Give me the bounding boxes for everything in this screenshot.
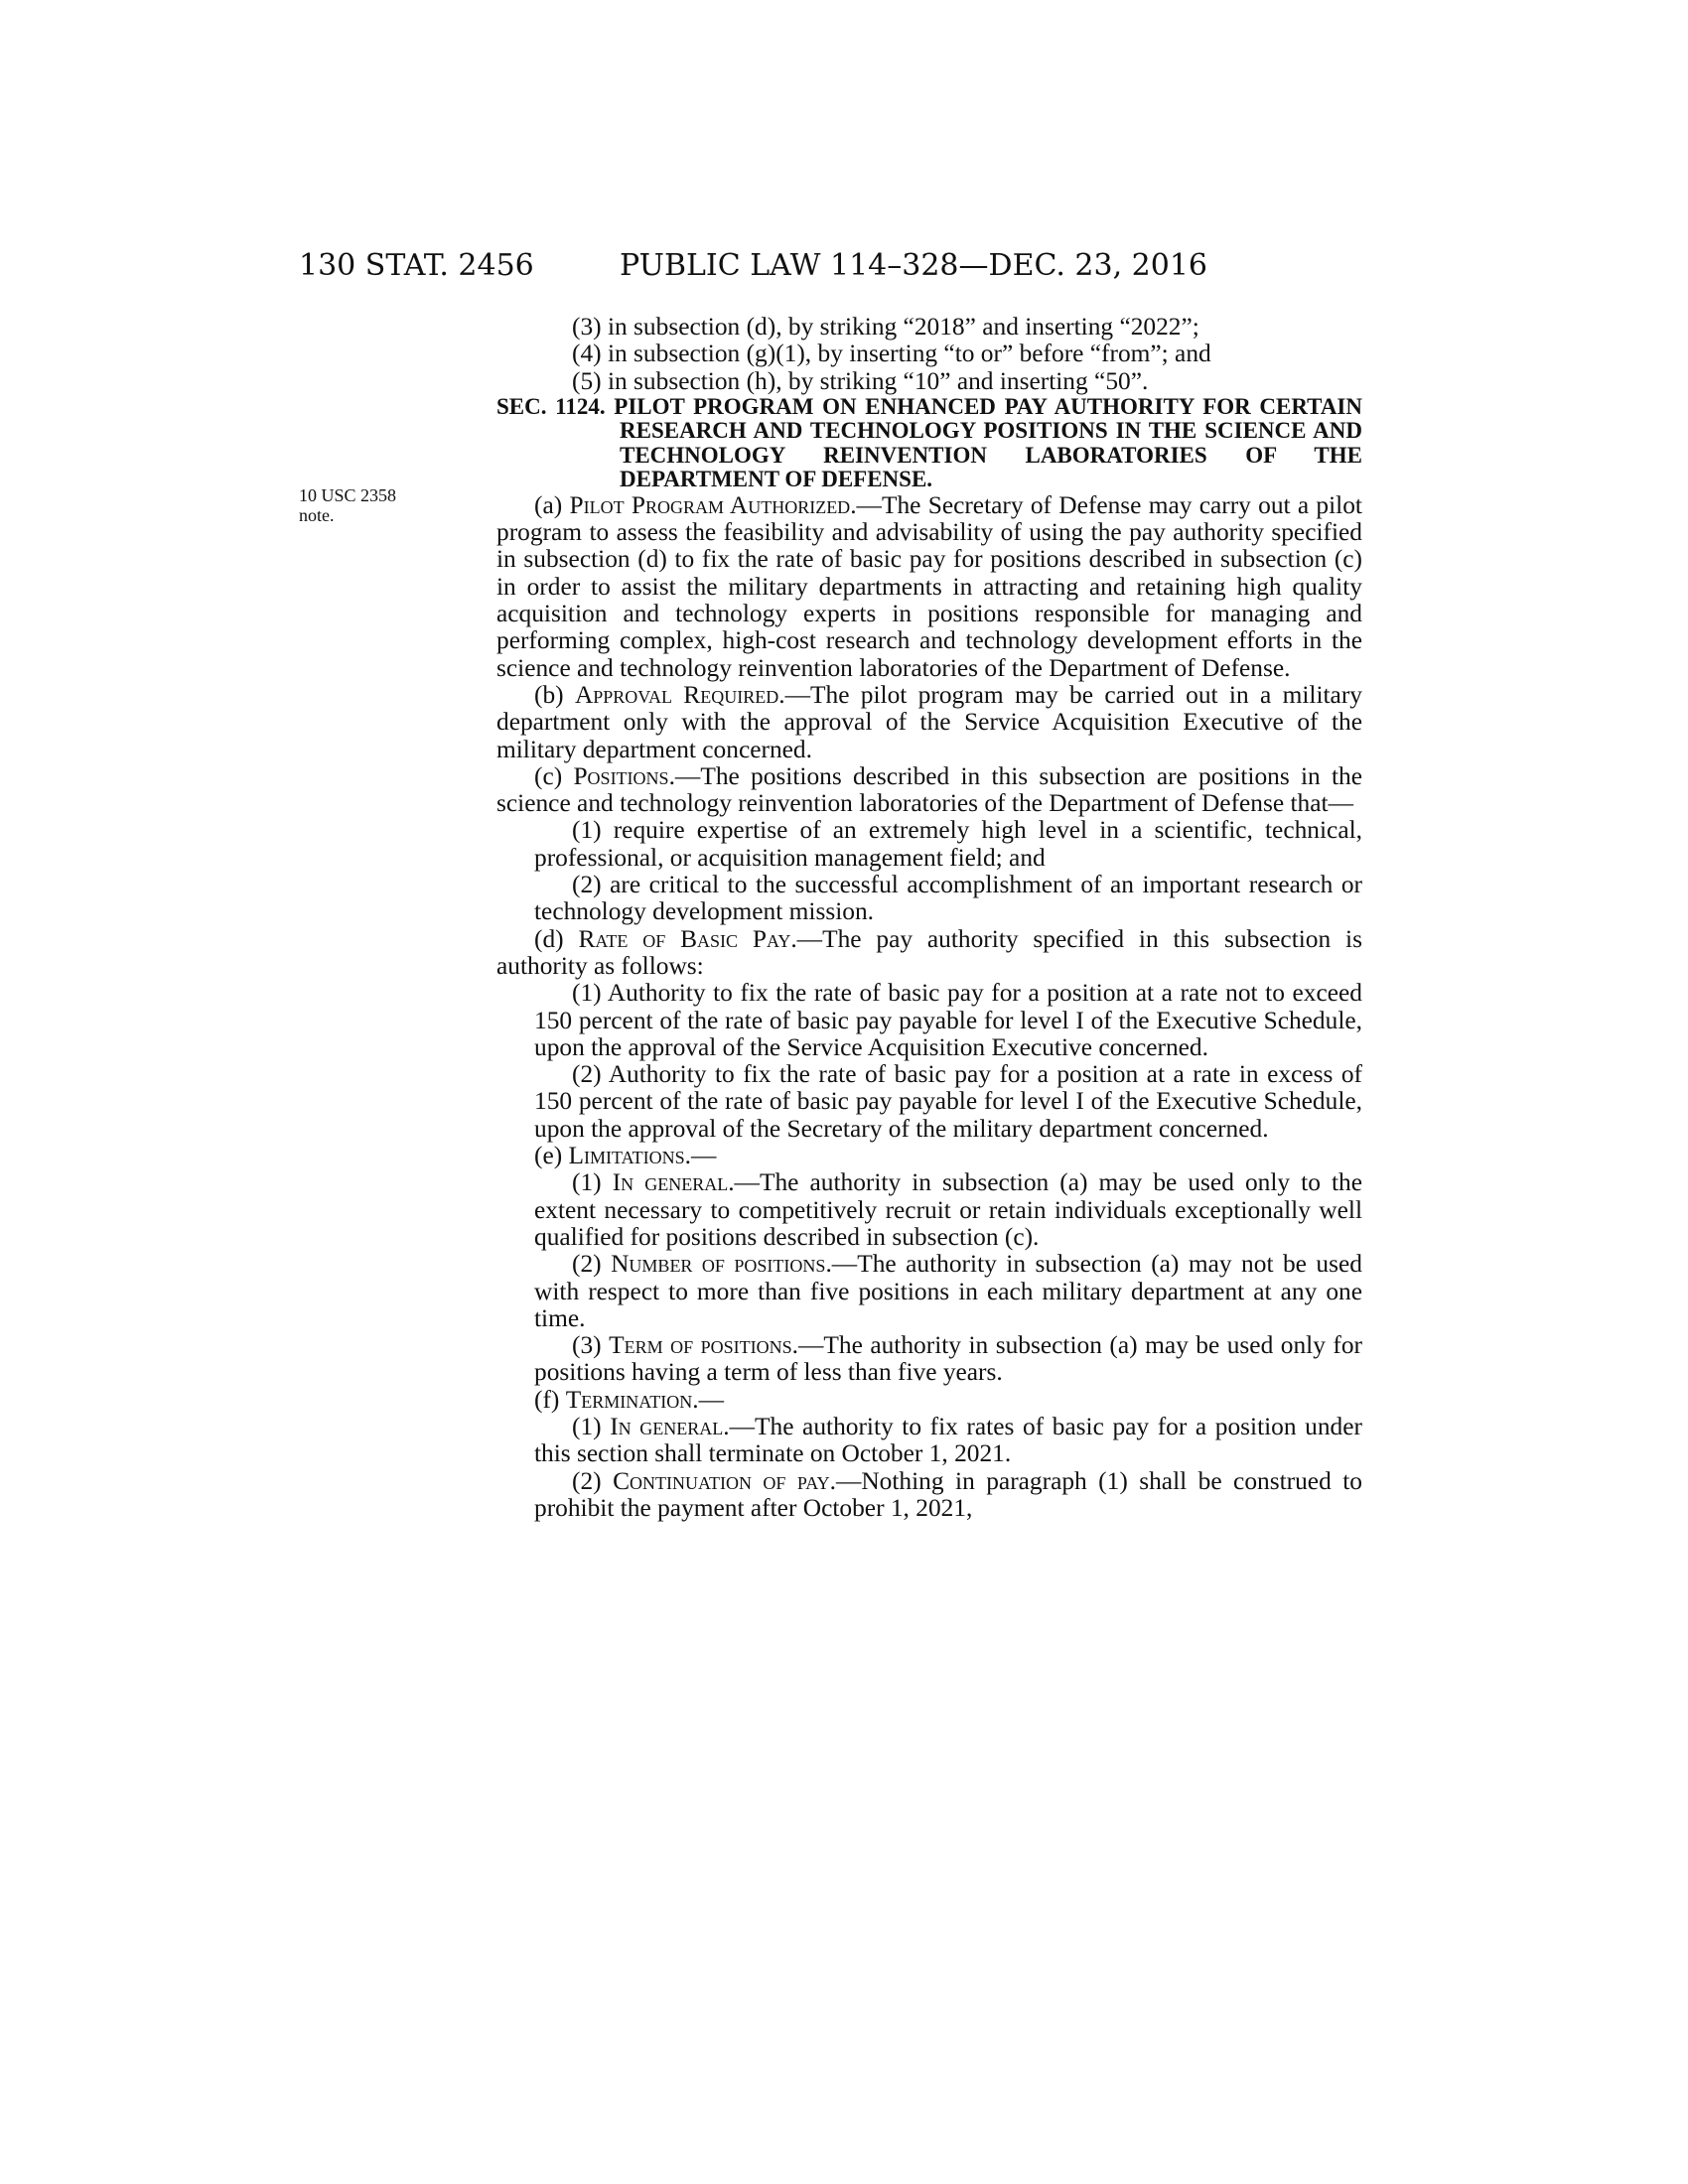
heading-separator: .— bbox=[692, 1385, 724, 1414]
heading-separator: .— bbox=[778, 680, 810, 709]
margin-citation bbox=[299, 485, 438, 525]
heading-separator: .— bbox=[825, 1250, 858, 1279]
subsection-f-paragraph-2 bbox=[496, 1468, 1362, 1523]
subsection-c-text: The positions described in this subsection are positions in the science and technology reinvention laboratories of the Department of Defense that— bbox=[496, 761, 1362, 818]
subsection-d-heading: Rate of Basic Pay bbox=[578, 924, 791, 953]
subsection-e-paragraph-3-text: The authority in subsection (a) may be used only for positions having a term of less than five years. bbox=[534, 1331, 1362, 1387]
subsection-c-paragraph-2: (2) are critical to the successful accomplishment of an important research or technology development mission. bbox=[534, 871, 1362, 926]
subsection-f-paragraph-1-label: (1) bbox=[572, 1412, 602, 1440]
subsection-a-label: (a) bbox=[534, 490, 563, 519]
margin-citation-note: note. bbox=[299, 505, 335, 525]
subsection-f-label: (f) bbox=[534, 1385, 560, 1414]
subsection-b-label: (b) bbox=[534, 680, 564, 709]
subsection-f-paragraph-1 bbox=[496, 1414, 1362, 1468]
subsection-e-paragraph-2-text: The authority in subsection (a) may not be used with respect to more than five positions in each military department at any one time. bbox=[534, 1250, 1362, 1332]
subsection-e-paragraph-1-label: (1) bbox=[572, 1168, 602, 1197]
subsection-a-heading: Pilot Program Authorized bbox=[569, 490, 851, 519]
subsection-f bbox=[496, 1387, 1362, 1414]
subsection-c-paragraph-1: (1) require expertise of an extremely high level in a scientific, technical, professional, or acquisition management field; and bbox=[534, 816, 1362, 872]
subsection-f-paragraph-2-label: (2) bbox=[572, 1466, 602, 1495]
subsection-b-text: The pilot program may be carried out in a military department only with the approval of the Service Acquisition Executive of the military department concerned. bbox=[496, 680, 1362, 763]
subsection-e-heading: Limitations bbox=[568, 1142, 685, 1170]
subsection-e-paragraph-3 bbox=[496, 1332, 1362, 1387]
page-header bbox=[299, 248, 1363, 290]
stat-reference: 130 STAT. 2456 bbox=[299, 248, 534, 283]
subsection-f-paragraph-2-heading: Continuation of pay bbox=[613, 1466, 830, 1495]
margin-citation-code: 10 USC 2358 bbox=[299, 485, 397, 505]
subsection-e-paragraph-1 bbox=[496, 1169, 1362, 1251]
subsection-c-heading: Positions bbox=[573, 761, 669, 790]
subsection-b-heading: Approval Required bbox=[574, 680, 779, 709]
subsection-a bbox=[496, 492, 1362, 682]
heading-separator: .— bbox=[728, 1168, 760, 1197]
subsection-a-text: The Secretary of Defense may carry out a pilot program to assess the feasibility and advisability of using the pay authority specified in subsection (d) to fix the rate of basic pay for positions described in subsection (c) in order to assist the military departments in attracting and retaining high quality acquisition and technology experts in positions responsible for managing and performing complex, high-cost research and technology development efforts in the science and technology reinvention laboratories of the Department of Defense. bbox=[496, 490, 1362, 682]
heading-separator: .— bbox=[723, 1412, 755, 1440]
subsection-c bbox=[496, 763, 1362, 818]
subsection-e-paragraph-3-label: (3) bbox=[572, 1331, 602, 1360]
subsection-b bbox=[496, 682, 1362, 763]
subsection-e-paragraph-3-heading: Term of positions bbox=[609, 1331, 792, 1360]
subsection-f-paragraph-1-text: The authority to fix rates of basic pay for a position under this section shall terminate on October 1, 2021. bbox=[534, 1412, 1362, 1468]
heading-separator: .— bbox=[829, 1466, 862, 1495]
subsection-d-paragraph-1: (1) Authority to fix the rate of basic pay for a position at a rate not to exceed 150 percent of the rate of basic pay payable for level I of the Executive Schedule, upon the approval of the Service Acquisition Executive concerned. bbox=[534, 979, 1362, 1061]
subsection-f-paragraph-1-heading: In general bbox=[610, 1412, 724, 1440]
public-law-title: PUBLIC LAW 114–328—DEC. 23, 2016 bbox=[620, 248, 1208, 283]
subsection-e-paragraph-1-text: The authority in subsection (a) may be used only to the extent necessary to competitively recruit or retain individuals exceptionally well qualified for positions described in subsection (c). bbox=[534, 1168, 1362, 1251]
subsection-e-paragraph-1-heading: In general bbox=[612, 1168, 729, 1197]
subsection-e-paragraph-2-heading: Number of positions bbox=[611, 1250, 826, 1279]
heading-separator: .— bbox=[684, 1142, 717, 1170]
subsection-d-label: (d) bbox=[534, 924, 564, 953]
subsection-f-paragraph-2-text: Nothing in paragraph (1) shall be construed to prohibit the payment after October 1, 2021, bbox=[534, 1466, 1362, 1522]
subsection-d-text: The pay authority specified in this subsection is authority as follows: bbox=[496, 924, 1362, 980]
subsection-e bbox=[496, 1143, 1362, 1169]
section-heading: SEC. 1124. PILOT PROGRAM ON ENHANCED PAY AUTHORITY FOR CERTAIN RESEARCH AND TECHNOLOGY POSITIONS IN THE SCIENCE AND TECHNOLOGY REINVENTION LABORATORIES OF THE DEPARTMENT OF DEFENSE. bbox=[496, 393, 1362, 492]
preceding-paragraph-5: (5) in subsection (h), by striking “10” and inserting “50”. bbox=[572, 366, 1149, 395]
heading-separator: .— bbox=[790, 924, 823, 953]
heading-separator: .— bbox=[850, 490, 882, 519]
subsection-e-paragraph-2 bbox=[496, 1251, 1362, 1332]
document-body bbox=[496, 314, 1362, 1522]
subsection-e-paragraph-2-label: (2) bbox=[572, 1250, 602, 1279]
subsection-e-label: (e) bbox=[534, 1142, 563, 1170]
subsection-d-paragraph-2: (2) Authority to fix the rate of basic pay for a position at a rate in excess of 150 percent of the rate of basic pay payable for level I of the Executive Schedule, upon the approval of the Secretary of the military department concerned. bbox=[534, 1060, 1362, 1143]
preceding-paragraph-3: (3) in subsection (d), by striking “2018” and inserting “2022”; bbox=[572, 313, 1199, 341]
heading-separator: .— bbox=[791, 1331, 824, 1360]
subsection-c-label: (c) bbox=[534, 761, 563, 790]
subsection-d bbox=[496, 926, 1362, 981]
preceding-paragraph-4: (4) in subsection (g)(1), by inserting “to or” before “from”; and bbox=[572, 340, 1211, 368]
subsection-f-heading: Termination bbox=[565, 1385, 693, 1414]
heading-separator: .— bbox=[668, 761, 701, 790]
